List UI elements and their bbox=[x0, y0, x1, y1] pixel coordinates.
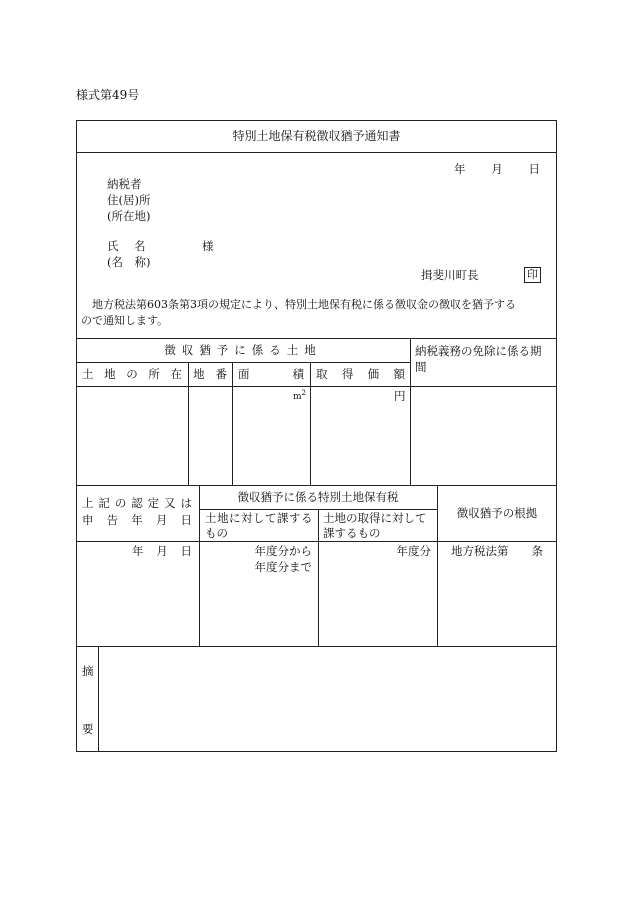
table1-group-header: 徴収猶予に係る土地 bbox=[164, 343, 322, 357]
taxpayer-name-suffix: 様 bbox=[202, 239, 214, 253]
basis-value: 地方税法第 条 bbox=[451, 544, 543, 558]
sub-land-value-1: 年度分から bbox=[254, 544, 312, 558]
col-acquisition-price bbox=[316, 367, 405, 383]
taxpayer-label: 納税者 bbox=[107, 177, 142, 191]
cert-date-value: 年 月 日 bbox=[132, 544, 192, 558]
cert-date-header-2 bbox=[82, 513, 192, 529]
cert-date-header-1 bbox=[82, 496, 192, 512]
col-area-char: 積 bbox=[292, 367, 304, 381]
table1-exemption-period-header-2: 間 bbox=[415, 360, 427, 374]
taxpayer-address-alt: (所在地) bbox=[107, 209, 151, 223]
col-acquisition-price-char: 額 bbox=[393, 367, 405, 381]
col-land-location-text bbox=[82, 367, 182, 383]
col-lot-number bbox=[193, 367, 227, 383]
cert-date-header-2-char: 日 bbox=[180, 513, 192, 527]
col-acquisition-price-char: 取 bbox=[316, 367, 328, 381]
date-day: 日 bbox=[528, 162, 540, 176]
cert-date-header-2-char: 年 bbox=[131, 513, 143, 527]
cert-date-header-1-char: の bbox=[114, 496, 127, 510]
body-text-line-2: ので通知します。 bbox=[81, 314, 169, 327]
cert-date-header-1-char: 上 bbox=[82, 496, 94, 510]
table2-group-header: 徴収猶予に係る特別土地保有税 bbox=[237, 490, 399, 504]
issuer-name: 揖斐川町長 bbox=[421, 268, 479, 282]
col-lot-number-char: 地 bbox=[193, 367, 205, 381]
taxpayer-address: 住(居)所 bbox=[107, 193, 151, 207]
col-area bbox=[238, 367, 304, 383]
form-number: 様式第49号 bbox=[76, 88, 140, 102]
area-unit: $m^2$ bbox=[293, 389, 307, 402]
sub-land-header-2: もの bbox=[205, 526, 228, 540]
cert-date-header-2-char: 告 bbox=[106, 513, 119, 527]
sub-land-header-1: 土地に対して課する bbox=[205, 511, 313, 525]
cert-date-header-1-char: 記 bbox=[98, 496, 110, 510]
remarks-label-bottom: 要 bbox=[82, 722, 94, 736]
date-year: 年 bbox=[454, 162, 466, 176]
date-month: 月 bbox=[491, 162, 503, 176]
col-land-location bbox=[82, 367, 182, 383]
col-land-location-char: の bbox=[126, 367, 138, 381]
table1-exemption-period-header-1: 納税義務の免除に係る期 bbox=[415, 344, 542, 358]
sub-acquisition-header-1: 土地の取得に対して bbox=[323, 511, 427, 525]
col-lot-number-char: 番 bbox=[215, 367, 227, 381]
cert-date-header-1-char: 認 bbox=[131, 496, 143, 510]
sub-acquisition-header-2: 課するもの bbox=[323, 526, 381, 540]
yen-unit: 円 bbox=[394, 389, 406, 403]
taxpayer-name-alt: (名 称) bbox=[107, 255, 151, 269]
cert-date-header-1-char: は bbox=[180, 496, 192, 510]
col-land-location-char: 在 bbox=[170, 367, 182, 381]
date-line bbox=[454, 162, 540, 178]
basis-header: 徴収猶予の根拠 bbox=[456, 506, 538, 520]
sub-land-value-2: 年度分まで bbox=[254, 560, 312, 574]
body-text-line-1: 地方税法第603条第3項の規定により、特別土地保有税に係る徴収金の徴収を猶予する bbox=[92, 298, 516, 311]
col-acquisition-price-char: 得 bbox=[341, 367, 354, 381]
cert-date-header-1-char: 定 bbox=[147, 496, 160, 510]
taxpayer-name: 氏 名 bbox=[107, 239, 148, 253]
col-acquisition-price-char: 価 bbox=[367, 367, 380, 381]
col-land-location-char: 所 bbox=[148, 367, 160, 381]
remarks-label-top: 摘 bbox=[82, 664, 94, 678]
cert-date-header-2-char: 申 bbox=[82, 513, 94, 527]
col-land-location-char: 土 bbox=[82, 367, 94, 381]
col-land-location-char: 地 bbox=[104, 367, 116, 381]
col-area-char: 面 bbox=[238, 367, 250, 381]
sub-acquisition-value: 年度分 bbox=[396, 544, 431, 558]
seal-stamp: 印 bbox=[524, 267, 541, 283]
cert-date-header-2-char: 月 bbox=[155, 513, 168, 527]
form-title: 特別土地保有税徴収猶予通知書 bbox=[232, 129, 401, 143]
cert-date-header-1-char: 又 bbox=[164, 496, 176, 510]
